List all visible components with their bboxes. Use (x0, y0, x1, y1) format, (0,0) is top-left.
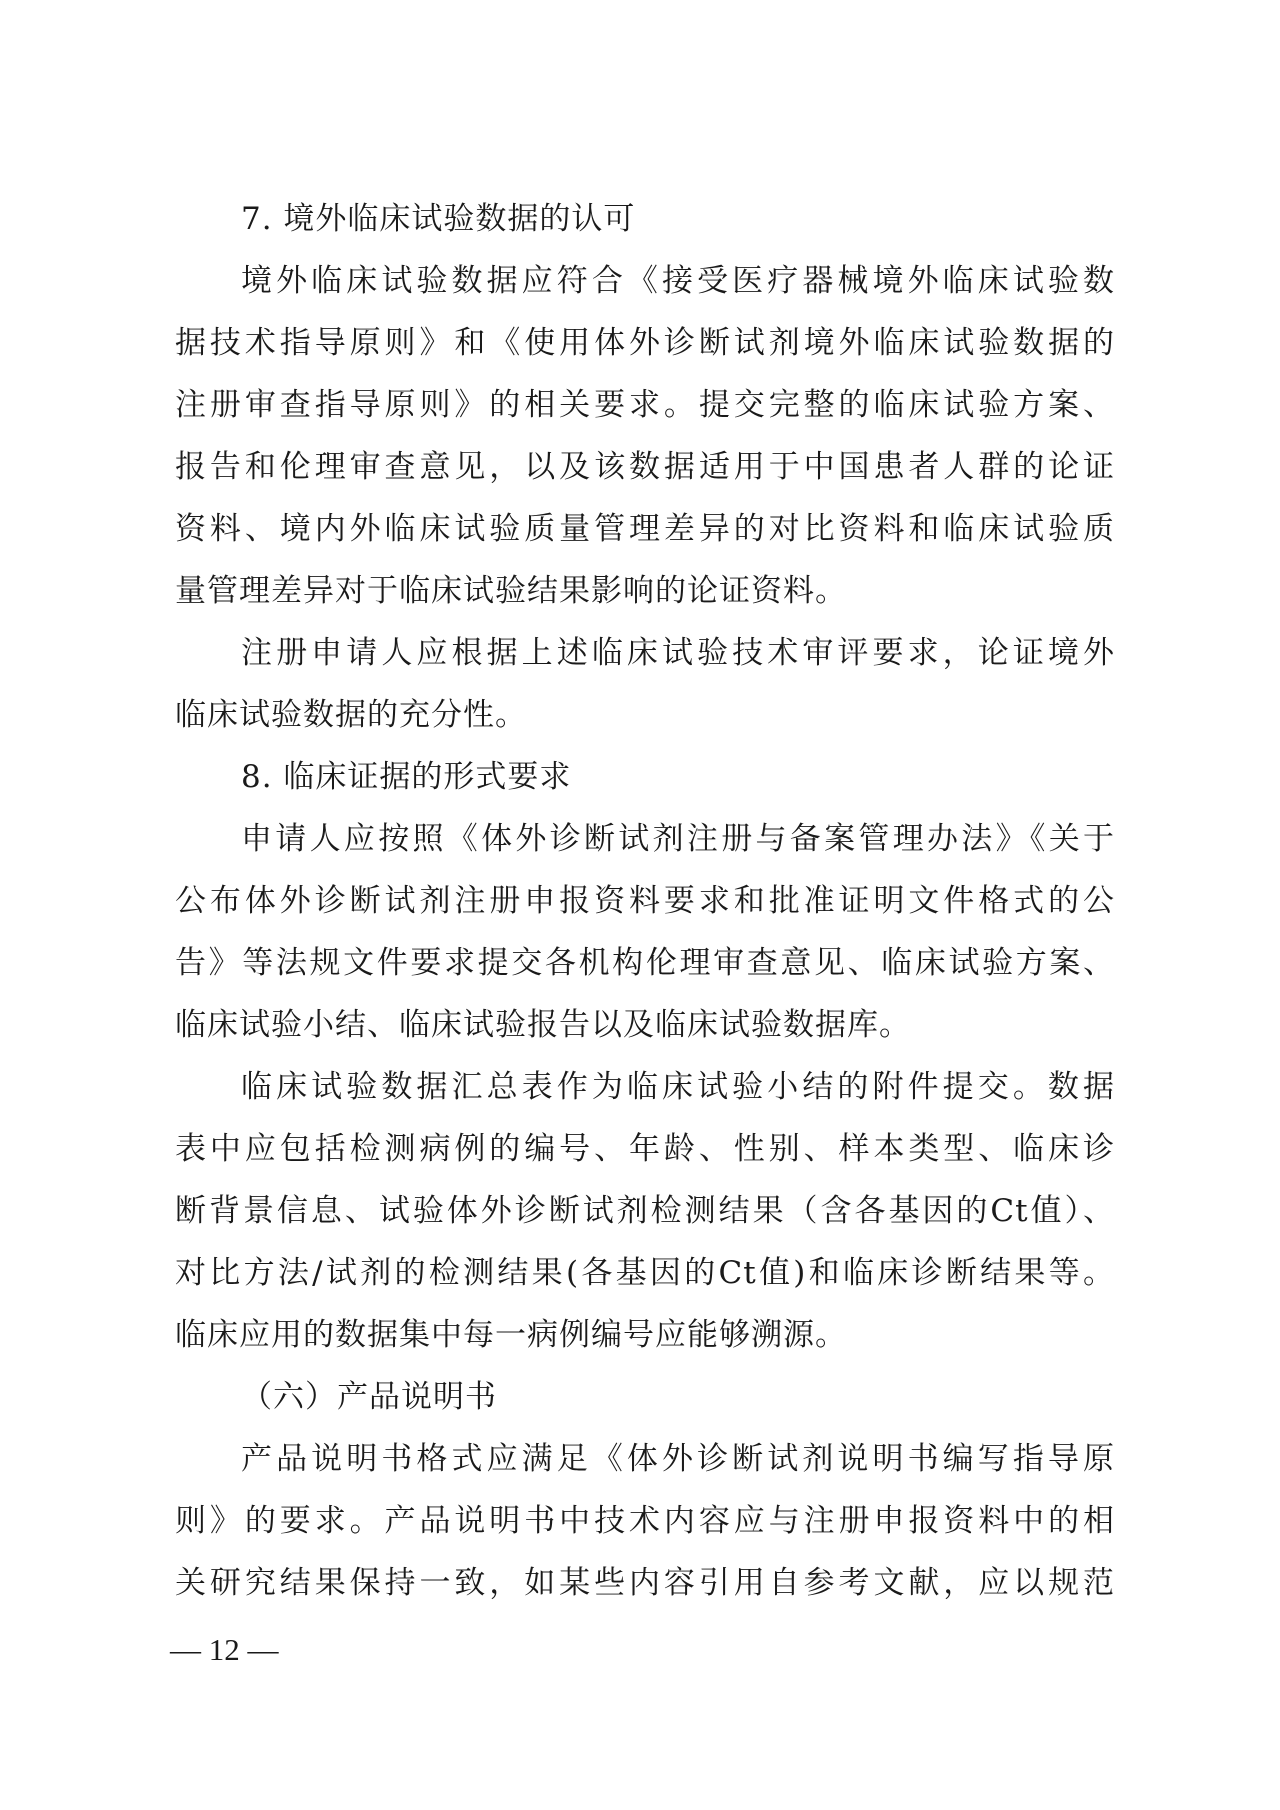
text-line: 7. 境外临床试验数据的认可 (241, 201, 636, 237)
text-line: 临床试验数据的充分性。 (175, 697, 527, 733)
text-line: 临床试验小结、临床试验报告以及临床试验数据库。 (175, 1007, 911, 1043)
text-line: 临床应用的数据集中每一病例编号应能够溯源。 (175, 1317, 847, 1353)
text-line: 告》等法规文件要求提交各机构伦理审查意见、临床试验方案、 (175, 945, 1115, 981)
text-line: 量管理差异对于临床试验结果影响的论证资料。 (175, 573, 847, 609)
text-line: 则》的要求。产品说明书中技术内容应与注册申报资料中的相 (175, 1503, 1115, 1539)
text-line: 据技术指导原则》和《使用体外诊断试剂境外临床试验数据的 (175, 325, 1115, 361)
text-line: 对比方法/试剂的检测结果(各基因的Ct值)和临床诊断结果等。 (175, 1255, 1115, 1291)
text-line: 产品说明书格式应满足《体外诊断试剂说明书编写指导原 (241, 1441, 1115, 1477)
text-line: （六）产品说明书 (241, 1379, 497, 1415)
text-line: 申请人应按照《体外诊断试剂注册与备案管理办法》《关于 (241, 821, 1115, 857)
text-line: 临床试验数据汇总表作为临床试验小结的附件提交。数据 (241, 1069, 1115, 1105)
text-line: 注册申请人应根据上述临床试验技术审评要求，论证境外 (241, 635, 1115, 671)
document-body (175, 188, 1115, 1614)
text-line: 8. 临床证据的形式要求 (241, 759, 572, 795)
text-line: 断背景信息、试验体外诊断试剂检测结果（含各基因的Ct值）、 (175, 1193, 1115, 1229)
page-number: — 12 — (170, 1632, 279, 1667)
text-line: 报告和伦理审查意见，以及该数据适用于中国患者人群的论证 (175, 449, 1115, 485)
text-line: 境外临床试验数据应符合《接受医疗器械境外临床试验数 (241, 263, 1115, 299)
text-line: 资料、境内外临床试验质量管理差异的对比资料和临床试验质 (175, 511, 1115, 547)
text-line: 关研究结果保持一致，如某些内容引用自参考文献，应以规范 (175, 1565, 1115, 1601)
text-line: 注册审查指导原则》的相关要求。提交完整的临床试验方案、 (175, 387, 1115, 423)
text-line: 表中应包括检测病例的编号、年龄、性别、样本类型、临床诊 (175, 1131, 1115, 1167)
text-line: 公布体外诊断试剂注册申报资料要求和批准证明文件格式的公 (175, 883, 1115, 919)
